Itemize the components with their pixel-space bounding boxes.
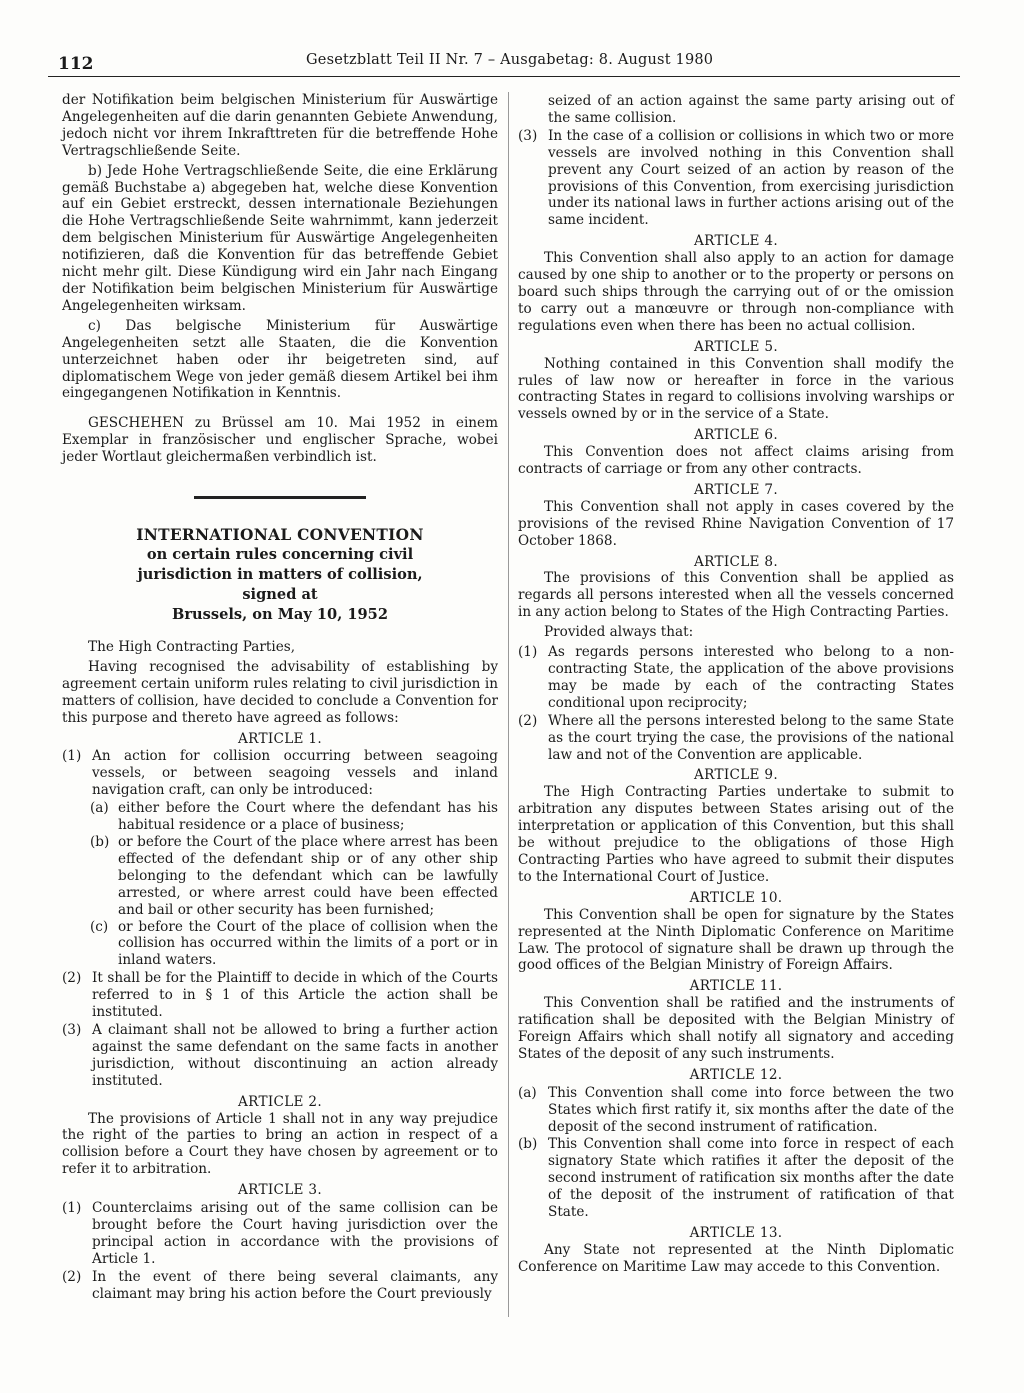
item-number: (1) — [518, 644, 538, 661]
article-item — [518, 1085, 954, 1136]
item-number: (1) — [62, 748, 82, 765]
item-text: A claimant shall not be allowed to bring a further action against the same defendant on the same facts in another jurisdiction, without discontinuing an action already instituted. — [92, 1021, 498, 1089]
article-heading: ARTICLE 1. — [238, 730, 322, 747]
article-item — [62, 970, 498, 1021]
preamble: Having recognised the advisability of establishing by agreement certain uniform rules relating to civil jurisdiction in matters of collision, have decided to conclude a Convention for this purpose and thereto have agreed as follows: — [62, 658, 498, 726]
item-number: (3) — [518, 127, 538, 144]
title-line: signed at — [242, 586, 318, 604]
article-subitem — [90, 800, 498, 834]
article-text: This Convention shall not apply in cases covered by the provisions of the revised Rhine Navigation Convention of 17 October 1868. — [518, 498, 954, 549]
article-item-continued — [518, 93, 954, 127]
article-heading: ARTICLE 7. — [694, 481, 778, 498]
item-text: either before the Court where the defendant has his habitual residence or a place of business; — [118, 800, 498, 834]
article-item — [518, 1136, 954, 1221]
article-subitem — [90, 919, 498, 970]
german-signature-clause: GESCHEHEN zu Brüssel am 10. Mai 1952 in einem Exemplar in französischer und englischer Sprache, wobei jeder Wortlaut gleichermaßen verbindlich ist. — [62, 415, 498, 466]
item-number: (a) — [90, 800, 109, 817]
article-heading: ARTICLE 12. — [689, 1066, 783, 1083]
article-heading: ARTICLE 3. — [238, 1182, 322, 1199]
item-text: or before the Court of the place of collision when the collision has occurred within the limits of a port or in inland waters. — [118, 918, 498, 969]
article-heading: ARTICLE 4. — [694, 233, 778, 250]
title-line: on certain rules concerning civil — [146, 546, 414, 564]
item-number: (3) — [62, 1021, 82, 1038]
item-number: (2) — [518, 712, 538, 729]
item-number: (b) — [518, 1136, 538, 1153]
article-text: This Convention shall be ratified and the instruments of ratification shall be deposited with the Belgian Ministry of Foreign Affairs which shall notify all signatory and acceding States of the deposit of any such instruments. — [518, 995, 954, 1062]
article-subitem — [90, 834, 498, 919]
article-text: This Convention shall be open for signature by the States represented at the Ninth Diplomatic Conference on Maritime Law. The protocol of signature shall be drawn up through the good offices of the Belgian Ministry of Foreign Affairs. — [518, 906, 954, 974]
article-text: This Convention does not affect claims arising from contracts of carriage or from any other contracts. — [518, 444, 954, 478]
article-item — [518, 128, 954, 229]
article-text: The provisions of this Convention shall be applied as regards all persons interested when all the vessels concerned in any action belong to States of the High Contracting Parties. — [518, 570, 954, 621]
item-text: In the event of there being several claimants, any claimant may bring his action before the Court previously — [92, 1268, 498, 1302]
convention-title — [62, 525, 498, 625]
german-paragraph: der Notifikation beim belgischen Ministerium für Auswärtige Angelegenheiten auf die darin genannten Gebiete Anwendung, jedoch nicht vor ihrem Inkrafttreten für die betreffende Hohe Vertragschließende Seite. — [62, 92, 498, 159]
article-heading: ARTICLE 10. — [689, 889, 783, 906]
article-heading: ARTICLE 2. — [238, 1093, 322, 1110]
item-text: Where all the persons interested belong to the same State as the court trying the case, the provisions of the national law and not of the Convention are applicable. — [548, 712, 954, 763]
article-heading: ARTICLE 8. — [694, 553, 778, 570]
article-heading: ARTICLE 11. — [689, 978, 783, 995]
right-column — [518, 92, 954, 1279]
german-paragraph: c) Das belgische Ministerium für Auswärtige Angelegenheiten setzt alle Staaten, die die Konvention unterzeichnet haben oder ihr beigetreten sind, auf diplomatischem Wege von jeder gemäß diesem Artikel bei ihm eingegangenen Notifikation in Kenntnis. — [62, 317, 498, 402]
title-line: INTERNATIONAL CONVENTION — [136, 526, 424, 545]
item-number: (2) — [62, 970, 82, 987]
item-text: In the case of a collision or collisions in which two or more vessels are involved nothing in this Convention shall prevent any Court seized of an action by reason of the provisions of this Convention, from exercising jurisdiction under its national laws in further actions arising out of the same incident. — [548, 127, 954, 229]
article-item — [62, 748, 498, 799]
item-text: Counterclaims arising out of the same collision can be brought before the Court having jurisdiction over the principal action in accordance with the provisions of Article 1. — [92, 1200, 498, 1267]
title-line: jurisdiction in matters of collision, — [137, 566, 423, 584]
article-heading: ARTICLE 13. — [689, 1225, 783, 1241]
article-item — [518, 713, 954, 764]
item-number: (c) — [90, 918, 109, 935]
page-header — [48, 50, 960, 77]
article-text: Nothing contained in this Convention shall modify the rules of law now or hereafter in force in the various contracting States in regard to collisions involving warships or vessels owned by or in the service of a State. — [518, 355, 954, 423]
article-item — [518, 644, 954, 712]
item-text: This Convention shall come into force in respect of each signatory State which ratifies it after the deposit of the second instrument of ratification six months after the date of the deposit of the instrument of ratification of that State. — [548, 1136, 954, 1221]
item-number: (a) — [518, 1084, 537, 1101]
article-text: The provisions of Article 1 shall not in any way prejudice the right of the parties to bring an action in respect of a collision before a Court they have chosen by agreement or to refer it to arbitration. — [62, 1110, 498, 1178]
article-item — [62, 1269, 498, 1303]
article-heading: ARTICLE 6. — [694, 427, 778, 444]
item-number: (1) — [62, 1200, 82, 1217]
article-item — [62, 1022, 498, 1090]
article-text: This Convention shall also apply to an action for damage caused by one ship to another or to the property or persons on board such ships through the carrying out of or the omission to carry out a manœuvre or through non-compliance with regulations even when there has been no actual collision. — [518, 250, 954, 334]
title-line: Brussels, on May 10, 1952 — [172, 606, 388, 624]
item-text: or before the Court of the place where arrest has been effected of the defendant ship or of any other ship belonging to the defendant which can be lawfully arrested, or where arrest could have been effected and bail or other security has been furnished; — [118, 834, 498, 918]
left-column — [62, 92, 498, 1303]
item-text: seized of an action against the same party arising out of the same collision. — [548, 93, 954, 126]
item-text: This Convention shall come into force between the two States which first ratify it, six months after the date of the deposit of the second instrument of ratification. — [548, 1084, 954, 1135]
article-heading: ARTICLE 9. — [694, 767, 778, 784]
page-number: 112 — [58, 54, 94, 74]
german-paragraph: b) Jede Hohe Vertragschließende Seite, die eine Erklärung gemäß Buchstabe a) abgegeben hat, welche diese Konvention auf ein Gebiet erstreckt, dessen internationale Beziehungen die Hohe Vertragschließende Seite wahrnimmt, kann jederzeit dem belgischen Ministerium für Auswärtige Angelegenheiten notifizieren, daß die Konvention für das betreffende Gebiet nicht mehr gilt. Diese Kündigung wird ein Jahr nach Eingang der Notifikation beim belgischen Ministerium für Auswärtige Angelegenheiten wirksam. — [62, 162, 498, 314]
column-divider — [508, 92, 509, 1317]
article-heading: ARTICLE 5. — [694, 338, 778, 355]
item-text: As regards persons interested who belong to a non-contracting State, the application of the above provisions may be made by each of the contracting States conditional upon reciprocity; — [548, 644, 954, 711]
item-text: An action for collision occurring between seagoing vessels, or between seagoing vessels and inland navigation craft, can only be introduced: — [92, 748, 498, 799]
header-title: Gesetzblatt Teil II Nr. 7 – Ausgabetag: 8. August 1980 — [306, 52, 714, 68]
article-text: The High Contracting Parties undertake to submit to arbitration any disputes between States arising out of the interpretation or application of this Convention, but this shall be without prejudice to the obligations of those High Contracting Parties who have agreed to submit their disputes to the International Court of Justice. — [518, 784, 954, 885]
article-item — [62, 1200, 498, 1268]
item-number: (2) — [62, 1268, 82, 1285]
section-divider — [194, 496, 366, 499]
item-text: It shall be for the Plaintiff to decide in which of the Courts referred to in § 1 of this Article the action shall be instituted. — [92, 970, 498, 1021]
item-number: (b) — [90, 834, 110, 850]
article-text: Provided always that: — [544, 624, 694, 641]
article-text: Any State not represented at the Ninth Diplomatic Conference on Maritime Law may accede to this Convention. — [518, 1241, 954, 1275]
preamble: The High Contracting Parties, — [88, 639, 296, 656]
